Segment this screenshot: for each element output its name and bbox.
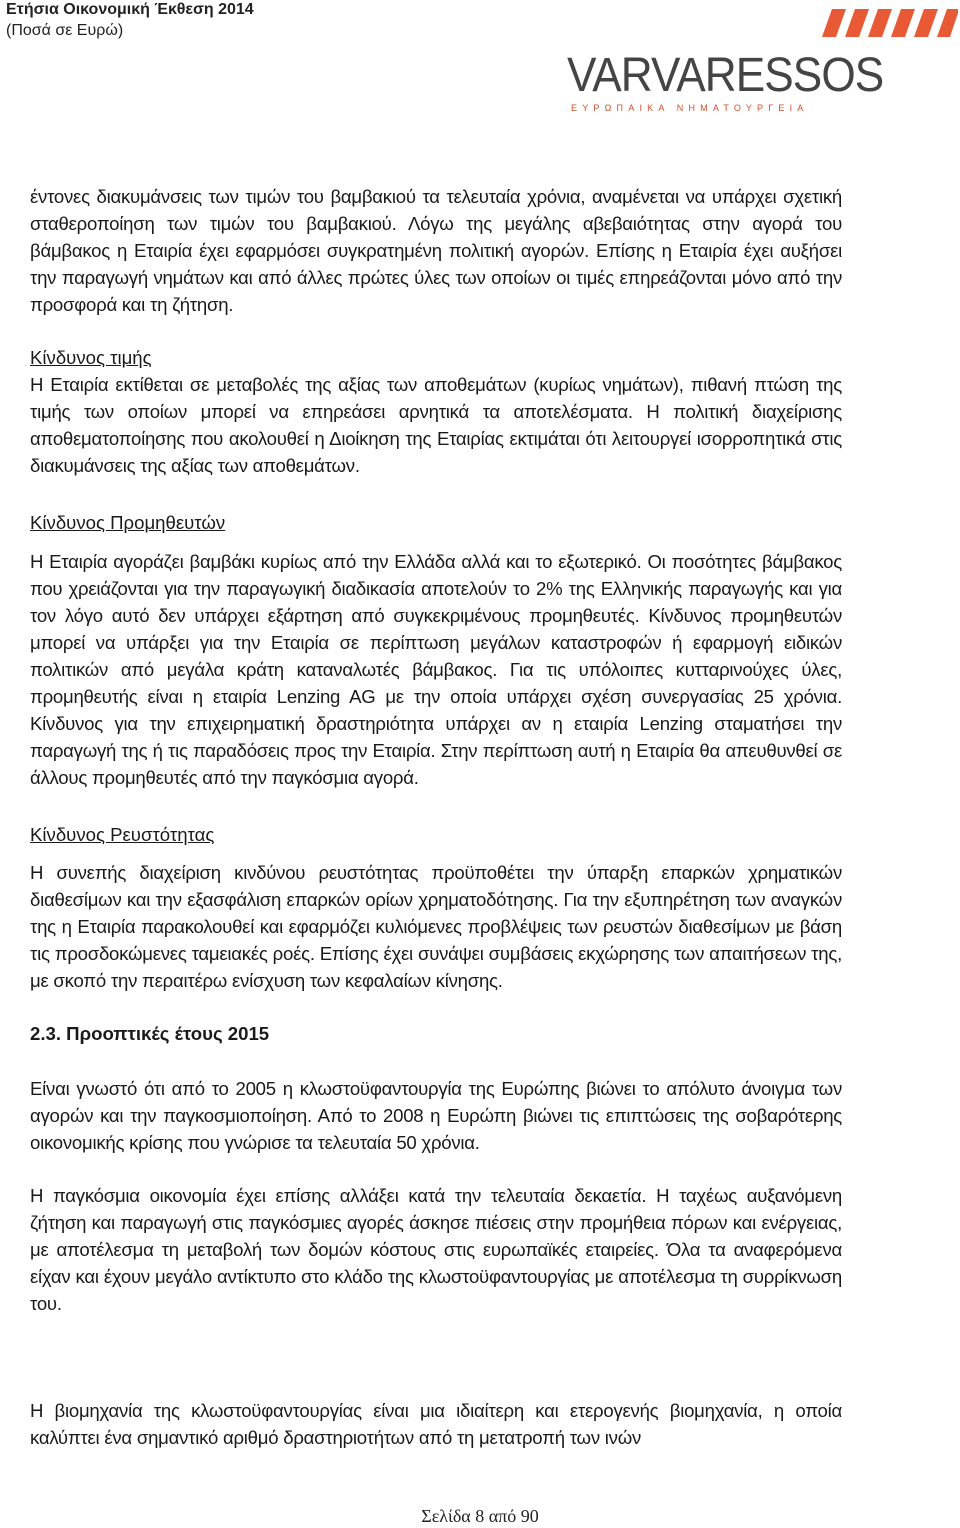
liquidity-risk-paragraph: Η συνεπής διαχείριση κινδύνου ρευστότητας προϋποθέτει την ύπαρξη επαρκών χρηματικών διαθεσίμων και την εξασφάλιση επαρκών ορίων χρηματοδότησης. Για την εξυπηρέτηση των αναγκών της η Εταιρία παρακολουθεί και εφαρμόζει κυλιόμενες προβλέψεις των ρευστών διαθεσίμων με βάση τις προσδοκώμενες ταμειακές ροές. Επίσης έχει συνάψει συμβάσεις εκχώρησης των απαιτήσεων της, με σκοπό την περαιτέρω ενίσχυση των κεφαλαίων κίνησης. [30,862,842,991]
currency-note: (Ποσά σε Ευρώ) [6,22,124,39]
page-number: Σελίδα 8 από 90 [421,1506,539,1526]
company-tagline: ΕΥΡΩΠΑΙΚΑ ΝΗΜΑΤΟΥΡΓΕΙΑ [571,103,809,113]
outlook-paragraph-1: Είναι γνωστό ότι από το 2005 η κλωστοϋφαντουργία της Ευρώπης βιώνει το απόλυτο άνοιγμα των αγορών και την παγκοσμιοποίηση. Από το 2008 η Ευρώπη βιώνει τις επιπτώσεις της σοβαρότερης οικονομικής κρίσης που γνώρισε τα τελευταία 50 χρόνια. [30,1078,842,1153]
intro-paragraph: έντονες διακυμάνσεις των τιμών του βαμβακιού τα τελευταία χρόνια, αναμένεται να υπάρχει σχετική σταθεροποίηση των τιμών του βαμβακιού. Λόγω της μεγάλης αβεβαιότητας στην αγορά του βάμβακος η Εταιρία έχει εφαρμόσει συγκρατημένη πολιτική αγορών. Επίσης η Εταιρία έχει αυξήσει την παραγωγή νημάτων και από άλλες πρώτες ύλες των οποίων οι τιμές επηρεάζονται μόνο από την προσφορά και τη ζήτηση. [30,186,842,315]
logo-stripes-icon [822,9,958,37]
report-title: Ετήσια Οικονομική Έκθεση 2014 [6,1,254,18]
section-title: 2.3. Προοπτικές έτους 2015 [30,1023,270,1044]
price-risk-paragraph: Η Εταιρία εκτίθεται σε μεταβολές της αξίας των αποθεμάτων (κυρίως νημάτων), πιθανή πτώση της τιμής των οποίων μπορεί να επηρεάσει αρνητικά τα αποτελέσματα. Η πολιτική διαχείρισης αποθεματοποίησης που ακολουθεί η Διοίκηση της Εταιρίας εκτιμάται ότι λειτουργεί ισορροπητικά στις διακυμάνσεις της αξίας των αποθεμάτων. [30,374,842,476]
supplier-risk-heading: Κίνδυνος Προμηθευτών [30,512,226,533]
outlook-paragraph-2: Η παγκόσμια οικονομία έχει επίσης αλλάξει κατά την τελευταία δεκαετία. Η ταχέως αυξανόμενη ζήτηση και παραγωγή στις παγκόσμιες αγορές άσκησε πιέσεις στην προμήθεια πόρων και ενέργειας, με αποτέλεσμα τη μεταβολή των δομών κόστους στις ευρωπαϊκές εταιρείες. Όλα τα αναφερόμενα είχαν και έχουν μεγάλο αντίκτυπο στο κλάδο της κλωστοϋφαντουργίας με αποτέλεσμα τη συρρίκνωση του. [30,1185,842,1314]
price-risk-heading: Κίνδυνος τιμής [30,347,152,368]
company-logo: VARVARESSOS [567,49,884,102]
page-body [30,183,842,1451]
outlook-paragraph-3: Η βιομηχανία της κλωστοϋφαντουργίας είναι μια ιδιαίτερη και ετερογενής βιομηχανία, η οποία καλύπτει ένα σημαντικό αριθμό δραστηριοτήτων από τη μετατροπή των ινών [30,1400,842,1448]
liquidity-risk-heading: Κίνδυνος Ρευστότητας [30,824,215,845]
supplier-risk-paragraph: Η Εταιρία αγοράζει βαμβάκι κυρίως από την Ελλάδα αλλά και το εξωτερικό. Οι ποσότητες βάμβακος που χρειάζονται για την παραγωγική διαδικασία αποτελούν το 2% της Ελληνικής παραγωγής και για τον λόγο αυτό δεν υπάρχει εξάρτηση από συγκεκριμένους προμηθευτές. Κίνδυνος προμηθευτών μπορεί να υπάρξει για την Εταιρία σε περίπτωση μεγάλων καταστροφών ή εφαρμογή ειδικών πολιτικών από μεγάλα κράτη καταναλωτές βάμβακος. Για τις υπόλοιπες κυτταρινούχες ύλες, προμηθευτής είναι η εταιρία Lenzing AG με την οποία υπάρχει σχέση συνεργασίας 25 χρόνια. Κίνδυνος για την επιχειρηματική δραστηριότητα υπάρχει αν η εταιρία Lenzing σταματήσει την παραγωγή της ή τις παραδόσεις προς την Εταιρία. Στην περίπτωση αυτή η Εταιρία θα απευθυνθεί σε άλλους προμηθευτές από την παγκόσμια αγορά. [30,551,842,788]
